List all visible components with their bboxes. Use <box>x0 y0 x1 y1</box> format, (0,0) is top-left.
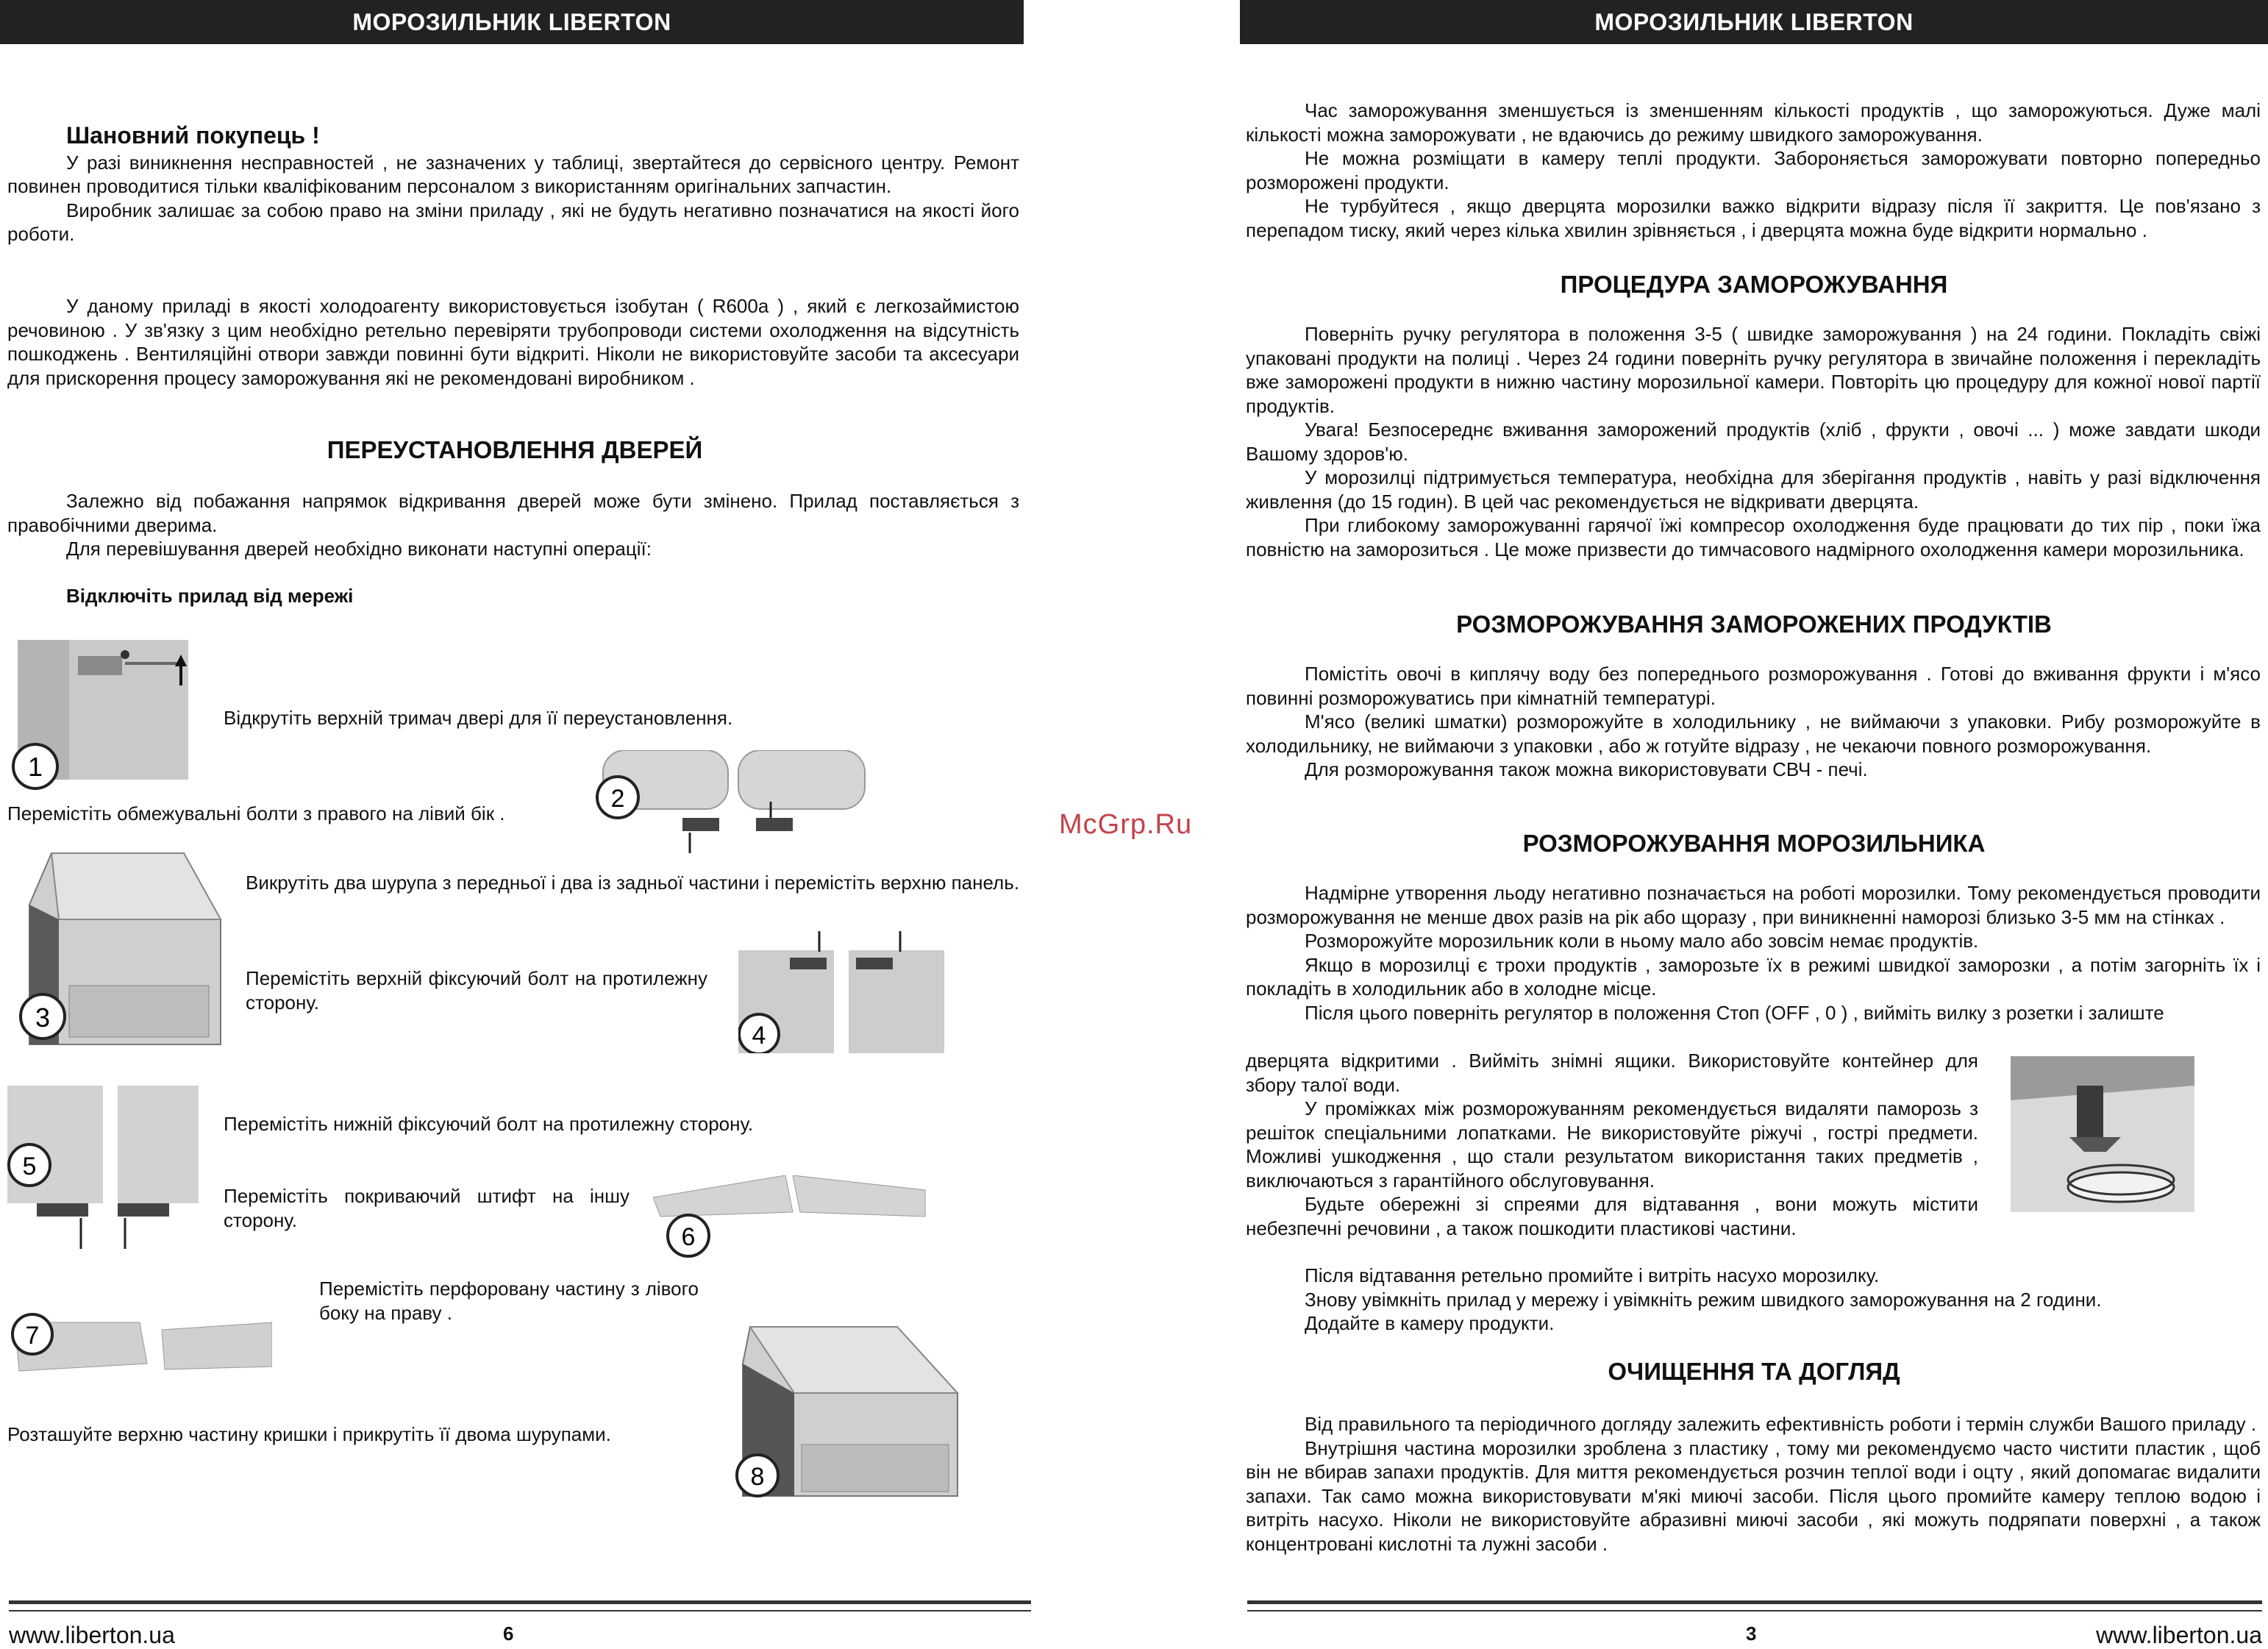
figure-6 <box>653 1175 932 1264</box>
figure-number: 5 <box>22 1153 37 1180</box>
defrost-after-block <box>1246 1264 2261 1336</box>
figure-3 <box>7 838 228 1052</box>
figure-2 <box>594 750 874 861</box>
right-page-number: 3 <box>1746 1623 1757 1645</box>
figure-8 <box>728 1312 963 1503</box>
freezing-procedure-heading: ПРОЦЕДУРА ЗАМОРОЖУВАННЯ <box>1560 271 1948 298</box>
refrigerant-paragraph: У даному приладі в якості холодоагенту використовується ізобутан ( R600a ) , який є легкозаймистою речовиною . У зв'язку з цим необхідно ретельно перевіряти трубопроводи системи охолодження на відсутність пошкоджень . Вентиляційні отвори завжди повинні бути відкриті. Ніколи не використовуйте засоби та аксесуари для прискорення процесу заморожування які не рекомендовані виробником . <box>7 295 1019 389</box>
defrost-food-block <box>1246 662 2261 782</box>
figure-4 <box>738 928 944 1053</box>
figure-5 <box>7 1086 199 1255</box>
right-paragraph: Для розморожування також можна використовувати СВЧ - печі. <box>1305 758 1868 780</box>
refrigerant-paragraph-block <box>7 294 1019 390</box>
watermark: McGrp.Ru <box>1059 809 1193 840</box>
step-4-text: Перемістіть верхній фіксуючий болт на протилежну сторону. <box>246 967 707 1014</box>
unplug-instruction: Відключіть прилад від мережі <box>66 585 354 607</box>
figure-number: 7 <box>25 1322 40 1350</box>
figure-number: 8 <box>750 1463 765 1491</box>
right-header: МОРОЗИЛЬНИК LIBERTON <box>1240 0 2268 44</box>
right-paragraph: Не турбуйтеся , якщо дверцята морозилки важко відкрити відразу після її закриття. Це пов'язано з перепадом тиску, який через кілька хвилин зрівняється , і дверцята можна буде відкрити нормально . <box>1246 195 2261 241</box>
left-header: МОРОЗИЛЬНИК LIBERTON <box>0 0 1024 44</box>
figure-number: 1 <box>27 752 43 782</box>
right-paragraph: При глибокому заморожуванні гарячої їжі компресор охолодження буде працювати до тих пір , поки їжа повністю на заморозиться . Це може призвести до тимчасового надмірного охолодження камери морозильника. <box>1246 514 2261 560</box>
right-paragraph: Не можна розміщати в камеру теплі продукти. Забороняється заморожувати повторно попередньо розморожені продукти. <box>1246 147 2261 193</box>
intro-paragraph: У разі виникнення несправностей , не зазначених у таблиці, звертайтеся до сервісного центру. Ремонт повинен проводитися тільки кваліфікованим персоналом з використанням оригінальних запчастин. <box>7 151 1019 197</box>
defrost-wrap-block <box>1246 1049 1978 1240</box>
freezing-block <box>1246 322 2261 561</box>
right-paragraph: Увага! Безпосереднє вживання заморожений продуктів (хліб , фрукти , овочі ... ) може завдати шкоди Вашому здоров'ю. <box>1246 419 2261 465</box>
intro-paragraph: Виробник залишає за собою право на зміни приладу , які не будуть негативно позначатися на якості його роботи. <box>7 199 1019 245</box>
right-paragraph: Додайте в камеру продукти. <box>1305 1312 1555 1334</box>
right-paragraph: У морозилці підтримується температура, необхідна для зберігання продуктів , навіть у разі відключення живлення (до 15 годин). В цей час рекомендується не відкривати дверцята. <box>1246 466 2261 513</box>
right-paragraph: Розморожуйте морозильник коли в ньому мало або зовсім немає продуктів. <box>1305 930 1979 952</box>
figure-number: 6 <box>681 1223 696 1251</box>
right-footer-rule <box>1247 1600 2262 1611</box>
right-paragraph: Будьте обережні зі спреями для відтавання , вони можуть містити небезпечні речовини , а також пошкодити пластикові частини. <box>1246 1193 1978 1239</box>
right-paragraph: Знову увімкніть прилад у мережу і увімкніть режим швидкого заморожування на 2 години. <box>1305 1288 2102 1311</box>
step-2-text: Перемістіть обмежувальні болти з правого на лівий бік . <box>7 802 505 824</box>
door-intro-paragraph: Для перевішування дверей необхідно виконати наступні операції: <box>66 538 652 560</box>
figure-1 <box>7 634 199 794</box>
left-footer-url[interactable]: www.liberton.ua <box>9 1622 175 1648</box>
right-page <box>1240 0 2268 1649</box>
defrost-food-heading: РОЗМОРОЖУВАННЯ ЗАМОРОЖЕНИХ ПРОДУКТІВ <box>1456 610 2052 638</box>
left-intro-block <box>7 124 1019 246</box>
cleaning-care-block <box>1246 1412 2261 1556</box>
left-footer-rule <box>9 1600 1031 1611</box>
left-page <box>0 0 1044 1649</box>
cleaning-care-heading: ОЧИЩЕННЯ ТА ДОГЛЯД <box>1608 1358 1900 1385</box>
figure-number: 2 <box>610 785 625 813</box>
left-page-number: 6 <box>503 1623 514 1645</box>
defrost-freezer-heading: РОЗМОРОЖУВАННЯ МОРОЗИЛЬНИКА <box>1522 830 1986 857</box>
right-paragraph: Внутрішня частина морозилки зроблена з пластику , тому ми рекомендуємо часто чистити пластик , щоб він не вбирав запахи продуктів. Для миття рекомендується розчин теплої води і оцту , який допомагає видалити запахи. Так само можна використовувати м'які миючі засоби. Після цього промийте камеру теплою водою і витріть насухо. Ніколи не використовуйте абразивні миючі засоби , які можуть подряпати поверхні , а також концентровані кислотні та лужні засоби . <box>1246 1436 2261 1555</box>
right-paragraph: Від правильного та періодичного догляду залежить ефективність роботи і термін служби Вашого приладу . <box>1305 1413 2257 1435</box>
step-6-text: Перемістіть покриваючий штифт на іншу сторону. <box>224 1185 630 1231</box>
step-3-text: Викрутіть два шурупа з передньої і два із задньої частини і перемістіть верхню панель. <box>246 872 1019 894</box>
greeting: Шановний покупець ! <box>66 122 320 149</box>
right-paragraph: Надмірне утворення льоду негативно позначається на роботі морозилки. Тому рекомендується проводити розморожування не менше двох разів на рік або щоразу , при виникненні наморозі близько 3-5 мм на стінках . <box>1246 882 2261 928</box>
right-paragraph: У проміжках між розморожуванням рекомендується видаляти паморозь з решіток спеціальними лопатками. Не використовуйте ріжучі , гострі предмети. Можливі ушкодження , що стали результатом використання таких предметів , виключаються з гарантійного обслуговування. <box>1246 1097 1978 1192</box>
right-top-block <box>1246 99 2261 242</box>
right-paragraph: М'ясо (великі шматки) розморожуйте в холодильнику , не виймаючи з упаковки. Рибу розморожуйте в холодильнику, не виймаючи з упаковки , або ж готуйте відразу , не чекаючи повного розморожування. <box>1246 710 2261 757</box>
right-paragraph: Після цього поверніть регулятор в положення Стоп (OFF , 0 ) , вийміть вилку з розетки і залиште <box>1305 1001 2164 1024</box>
door-intro-block <box>7 489 1019 561</box>
right-paragraph: Час заморожування зменшується із зменшенням кількості продуктів , що заморожуються. Дуже малі кількості можна заморожувати , не вдаючись до режиму швидкого заморожування. <box>1246 99 2261 146</box>
step-1-text: Відкрутіть верхній тримач двері для її переустановлення. <box>224 707 733 729</box>
right-paragraph: Поверніть ручку регулятора в положення 3-5 ( швидке заморожування ) на 24 години. Покладіть свіжі упаковані продукти на полиці . Через 24 години поверніть ручку регулятора в звичайне положення і перекладіть вже заморожені продукти в нижню частину морозильної камери. Повторіть цю процедуру для кожної нової партії продуктів. <box>1246 323 2261 417</box>
defrost-container-figure <box>2011 1056 2194 1212</box>
right-paragraph: дверцята відкритими . Вийміть знімні ящики. Використовуйте контейнер для збору талої води. <box>1246 1050 1978 1096</box>
figure-number: 3 <box>35 1002 51 1033</box>
step-7-text: Перемістіть перфоровану частину з лівого боку на праву . <box>319 1278 699 1324</box>
right-footer-url[interactable]: www.liberton.ua <box>2096 1622 2262 1648</box>
figure-number: 4 <box>752 1022 766 1050</box>
right-paragraph: Помістіть овочі в киплячу воду без попереднього розморожування . Готові до вживання фрукти і м'ясо повинні розморожуватись при кімнатній температурі. <box>1246 663 2261 709</box>
figure-7 <box>7 1308 272 1381</box>
step-5-text: Перемістіть нижній фіксуючий болт на протилежну сторону. <box>224 1113 754 1135</box>
right-paragraph: Після відтавання ретельно промийте і витріть насухо морозилку. <box>1305 1264 1880 1286</box>
door-intro-paragraph: Залежно від побажання напрямок відкривання дверей може бути змінено. Прилад поставляється з правобічними дверима. <box>7 490 1019 536</box>
right-paragraph: Якщо в морозилці є трохи продуктів , заморозьте їх в режимі швидкої заморозки , а потім загорніть їх і покладіть в холодильник або в холодне місце. <box>1246 953 2261 1000</box>
door-reinstall-heading: ПЕРЕУСТАНОВЛЕННЯ ДВЕРЕЙ <box>327 436 703 463</box>
step-8-text: Розташуйте верхню частину кришки і прикрутіть її двома шурупами. <box>7 1423 611 1445</box>
defrost-freezer-block <box>1246 881 2261 1025</box>
